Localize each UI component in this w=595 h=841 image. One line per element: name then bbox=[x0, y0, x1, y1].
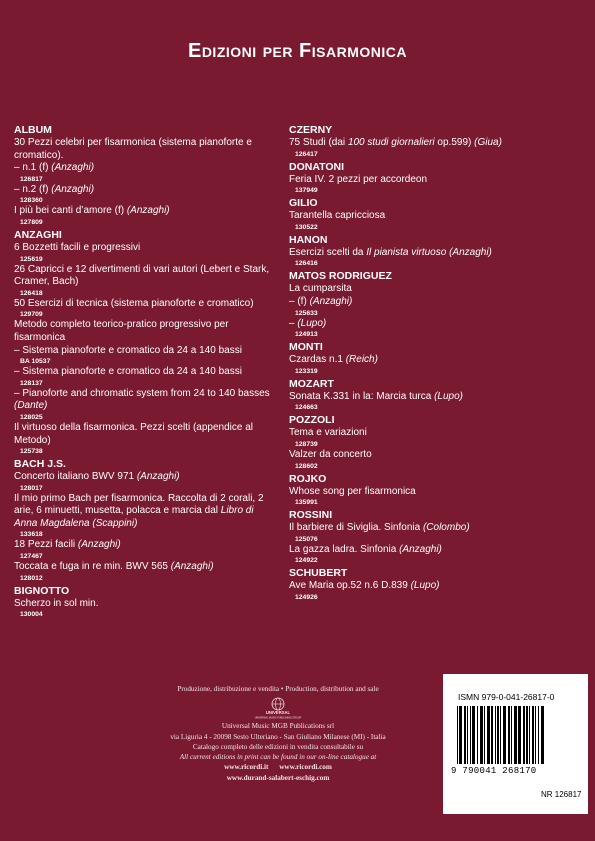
entry-title-italic: (Anzaghi) bbox=[170, 561, 214, 573]
catalogue-entry bbox=[289, 174, 539, 196]
entry-title-text: 6 Bozzetti facili e progressivi bbox=[14, 241, 141, 253]
catalogue-entry bbox=[14, 205, 276, 227]
entry-title bbox=[289, 391, 539, 404]
entry-title-text: Ave Maria op.52 n.6 D.839 bbox=[289, 580, 411, 592]
entry-title-italic: (Giua) bbox=[474, 137, 502, 148]
entry-title-text: I più bei canti d’amore (f) bbox=[14, 205, 127, 217]
barcode-icon bbox=[455, 706, 577, 766]
catalogue-entry bbox=[289, 391, 539, 413]
entry-title bbox=[289, 247, 539, 260]
entry-title-italic: (Anzaghi) bbox=[136, 471, 180, 483]
catalogue-entry bbox=[14, 184, 276, 206]
catalogue-column-right bbox=[289, 122, 539, 602]
entry-title-text: Tarantella capricciosa bbox=[289, 210, 386, 222]
catalogue-entry bbox=[14, 561, 276, 583]
entry-title-text: La gazza ladra. Sinfonia bbox=[289, 543, 400, 555]
entry-title bbox=[14, 598, 276, 611]
catalogue-column-left bbox=[14, 122, 276, 619]
entry-title-italic: (Anzaghi) bbox=[399, 543, 442, 555]
entry-code: 126817 bbox=[20, 175, 43, 183]
entry-title-italic: (Anzaghi) bbox=[51, 183, 95, 195]
entry-title-text: – Pianoforte and chromatic system from 24 to 140 basses bbox=[14, 387, 270, 399]
entry-title bbox=[289, 174, 539, 187]
company-name: Universal Music MGB Publications srl bbox=[221, 722, 335, 731]
entry-code: 128602 bbox=[295, 462, 318, 470]
catalogue-entry bbox=[14, 137, 276, 162]
entry-title bbox=[14, 366, 276, 379]
entry-title-text: – bbox=[289, 317, 298, 329]
composer-section bbox=[289, 414, 539, 470]
entry-code: 123319 bbox=[295, 367, 318, 375]
catalogue-entry bbox=[14, 366, 276, 388]
entry-code: 124926 bbox=[295, 593, 318, 601]
svg-text:UNIVERSAL MUSIC PUBLISHING GRO: UNIVERSAL MUSIC PUBLISHING GROUP bbox=[254, 716, 302, 720]
catalogue-entry bbox=[289, 522, 539, 544]
entry-title bbox=[289, 210, 539, 223]
composer-heading: CZERNY bbox=[289, 124, 333, 136]
composer-section bbox=[289, 473, 539, 508]
entry-title-text: Esercizi scelti da bbox=[289, 246, 367, 258]
entry-title-text: – Sistema pianoforte e cromatico da 24 a 140 bassi bbox=[14, 366, 242, 378]
entry-title-italic: (Lupo) bbox=[434, 390, 463, 402]
website-link-durand[interactable]: www.durand-salabert-eschig.com bbox=[226, 773, 330, 782]
entry-title bbox=[14, 184, 276, 197]
entry-title-italic: (Reich) bbox=[345, 354, 378, 366]
entry-code: 124922 bbox=[295, 557, 318, 565]
entry-code: 125619 bbox=[20, 255, 43, 263]
composer-heading: DONATONI bbox=[289, 160, 345, 173]
catalogue-entry bbox=[289, 296, 539, 318]
entry-title-italic: Libro di Anna Magdalena (Scappini) bbox=[14, 505, 254, 529]
entry-title bbox=[14, 561, 276, 574]
composer-section bbox=[289, 124, 539, 159]
entry-title-text: 50 Esercizi di tecnica (sistema pianoforte e cromatico) bbox=[14, 297, 254, 309]
composer-heading: POZZOLI bbox=[289, 414, 335, 427]
composer-heading: MONTI bbox=[289, 341, 323, 354]
entry-title-text: 30 Pezzi celebri per fisarmonica (sistema pianoforte e cromatico). bbox=[14, 137, 252, 161]
catalogue-entry bbox=[289, 427, 539, 449]
catalogue-entry bbox=[14, 493, 276, 540]
entry-code: 125633 bbox=[295, 309, 318, 317]
entry-title bbox=[14, 471, 276, 484]
entry-title-text: Tema e variazioni bbox=[289, 427, 367, 439]
catalogue-entry bbox=[289, 318, 539, 340]
entry-title-italic: Il pianista virtuoso (Anzaghi) bbox=[366, 246, 492, 258]
entry-title-text: Feria IV. 2 pezzi per accordeon bbox=[289, 173, 428, 185]
entry-title bbox=[14, 264, 276, 289]
entry-title-text: Scherzo in sol min. bbox=[14, 597, 99, 609]
entry-code: 128739 bbox=[295, 440, 318, 448]
entry-title bbox=[14, 242, 276, 255]
website-links[interactable]: www.ricordi.it www.ricordi.com bbox=[224, 763, 332, 772]
composer-section bbox=[289, 378, 539, 413]
entry-code: 124913 bbox=[295, 331, 318, 339]
page-title: Edizioni per Fisarmonica bbox=[187, 40, 407, 62]
entry-code: 125738 bbox=[20, 448, 43, 456]
entry-title-text: – n.2 (f) bbox=[14, 183, 52, 195]
entry-title bbox=[289, 296, 539, 309]
composer-section bbox=[14, 229, 276, 456]
composer-heading: BIGNOTTO bbox=[14, 584, 70, 597]
entry-title-italic: 100 studi giornalieri bbox=[347, 137, 435, 148]
entry-title-italic: (Anzaghi) bbox=[126, 205, 170, 217]
composer-section bbox=[14, 585, 276, 620]
catalogue-entry bbox=[14, 471, 276, 493]
entry-title bbox=[14, 205, 276, 218]
catalogue-entry bbox=[14, 598, 276, 620]
entry-code: 137949 bbox=[295, 187, 318, 195]
entry-title bbox=[14, 319, 276, 344]
entry-title-text: La cumparsita bbox=[289, 283, 352, 295]
catalogue-entry bbox=[14, 264, 276, 298]
entry-title-italic: (Dante) bbox=[14, 400, 48, 412]
catalogue-entry bbox=[14, 422, 276, 456]
ismn-code: ISMN 979-0-041-26817-0 bbox=[458, 692, 555, 702]
entry-title-italic: (Colombo) bbox=[422, 522, 470, 534]
entry-title bbox=[14, 493, 276, 531]
entry-title bbox=[289, 318, 539, 331]
composer-heading: ALBUM bbox=[14, 124, 52, 136]
catalogue-entry bbox=[289, 486, 539, 508]
entry-code: 127809 bbox=[20, 218, 43, 226]
catalogue-entry bbox=[289, 449, 539, 471]
barcode-label bbox=[443, 674, 588, 814]
entry-code: 135991 bbox=[295, 499, 318, 507]
entry-code: 128012 bbox=[20, 574, 43, 582]
entry-title-text: Il barbiere di Siviglia. Sinfonia bbox=[289, 522, 423, 534]
entry-code: 130522 bbox=[295, 223, 318, 231]
universal-globe-logo-icon bbox=[254, 696, 302, 720]
entry-title bbox=[14, 345, 276, 358]
svg-text:UNIVERSAL: UNIVERSAL bbox=[265, 710, 291, 716]
entry-title bbox=[289, 580, 539, 593]
entry-code: 130004 bbox=[20, 611, 43, 619]
entry-title bbox=[289, 486, 539, 499]
composer-heading: ANZAGHI bbox=[14, 228, 62, 241]
catalogue-entry bbox=[289, 137, 539, 159]
catalogue-entry bbox=[289, 580, 539, 602]
composer-heading: HANON bbox=[289, 233, 328, 246]
entry-code: 126416 bbox=[295, 260, 318, 268]
entry-title-text: Whose song per fisarmonica bbox=[289, 485, 416, 497]
entry-title bbox=[14, 298, 276, 311]
entry-title-text: 26 Capricci e 12 divertimenti di vari autori (Lebert e Stark, Cramer, Bach) bbox=[14, 263, 270, 288]
entry-title-text: Valzer da concerto bbox=[289, 448, 372, 460]
entry-code: 129709 bbox=[20, 311, 43, 319]
entry-code: 126418 bbox=[20, 289, 43, 297]
composer-section bbox=[14, 124, 276, 227]
entry-code: 127467 bbox=[20, 553, 43, 561]
entry-title-text: – (f) bbox=[289, 295, 310, 307]
entry-code: 128025 bbox=[20, 413, 43, 421]
entry-code: 126417 bbox=[295, 150, 318, 158]
catalogue-entry bbox=[289, 210, 539, 232]
catalogue-entry bbox=[289, 247, 539, 269]
catalogue-number: NR 126817 bbox=[541, 790, 582, 799]
composer-heading: ROSSINI bbox=[289, 509, 333, 522]
entry-code: BA 10537 bbox=[20, 358, 51, 366]
entry-title-text: Concerto italiano BWV 971 bbox=[14, 471, 137, 483]
composer-section bbox=[289, 270, 539, 339]
catalogue-entry bbox=[14, 162, 276, 184]
entry-title bbox=[289, 137, 539, 150]
composer-heading: ROJKO bbox=[289, 472, 327, 485]
catalogue-entry bbox=[14, 388, 276, 422]
entry-title bbox=[289, 522, 539, 535]
entry-code: 125076 bbox=[295, 535, 318, 543]
entry-title bbox=[289, 283, 539, 296]
catalogue-entry bbox=[14, 539, 276, 561]
entry-title bbox=[14, 422, 276, 447]
entry-title-italic: (Lupo) bbox=[297, 317, 327, 329]
composer-heading: GILIO bbox=[289, 197, 318, 210]
catalogue-entry bbox=[289, 283, 539, 296]
publisher-footer bbox=[118, 684, 438, 783]
composer-section bbox=[289, 197, 539, 232]
entry-title-text: – Sistema pianoforte e cromatico da 24 a 140 bassi bbox=[14, 344, 242, 356]
catalogue-entry bbox=[289, 354, 539, 376]
catalogue-entry bbox=[14, 242, 276, 264]
company-address: via Liguria 4 - 20098 Sesto Ulteriano - San Giuliano Milanese (MI) - Italia bbox=[170, 732, 386, 741]
entry-title-italic: (Anzaghi) bbox=[51, 162, 95, 174]
entry-title-text: Sonata K.331 in la: Marcia turca bbox=[289, 390, 435, 402]
entry-title-italic: (Lupo) bbox=[410, 580, 440, 592]
entry-title-italic: (Anzaghi) bbox=[77, 539, 121, 551]
entry-title-text: 75 Studi (dai bbox=[289, 137, 348, 148]
catalogue-note-en: All current editions in print can be found in our on-line catalogue at bbox=[179, 753, 377, 762]
composer-section bbox=[289, 161, 539, 196]
composer-section bbox=[289, 234, 539, 269]
entry-title-text: Toccata e fuga in re min. BWV 565 bbox=[14, 561, 171, 573]
catalogue-entry bbox=[14, 298, 276, 320]
entry-code: 133618 bbox=[20, 531, 43, 539]
entry-code: 128137 bbox=[20, 379, 43, 387]
composer-section bbox=[289, 341, 539, 376]
entry-title-text: – n.1 (f) bbox=[14, 162, 52, 174]
composer-heading: BACH J.S. bbox=[14, 458, 66, 471]
entry-code: 124663 bbox=[295, 404, 318, 412]
composer-section bbox=[14, 458, 276, 583]
entry-title bbox=[14, 539, 276, 552]
entry-title-text: 18 Pezzi facili bbox=[14, 539, 78, 551]
entry-title bbox=[289, 544, 539, 557]
entry-title bbox=[14, 388, 276, 413]
entry-code: 128017 bbox=[20, 484, 43, 492]
catalogue-entry bbox=[14, 319, 276, 344]
composer-heading: MATOS RODRIGUEZ bbox=[289, 270, 392, 283]
production-line: Produzione, distribuzione e vendita • Production, distribution and sale bbox=[177, 685, 379, 693]
entry-title bbox=[14, 137, 276, 162]
composer-heading: SCHUBERT bbox=[289, 567, 348, 580]
entry-title bbox=[289, 427, 539, 440]
entry-title-text: Il virtuoso della fisarmonica. Pezzi scelti (appendice al Metodo) bbox=[14, 421, 253, 446]
composer-heading: MOZART bbox=[289, 377, 334, 390]
entry-code: 128360 bbox=[20, 197, 43, 205]
entry-title bbox=[289, 449, 539, 462]
composer-section bbox=[289, 567, 539, 602]
entry-title bbox=[14, 162, 276, 175]
entry-title-text: op.599) bbox=[434, 137, 475, 148]
entry-title-text: Czardas n.1 bbox=[289, 354, 346, 366]
entry-title-text: Metodo completo teorico-pratico progressivo per fisarmonica bbox=[14, 319, 229, 343]
barcode-digits: 9 790041 268170 bbox=[451, 766, 537, 776]
entry-title-text: Il mio primo Bach per fisarmonica. Raccolta di 2 corali, 2 arie, 6 minuetti, musetta, polacca e marcia dal bbox=[14, 492, 264, 517]
catalogue-entry bbox=[289, 544, 539, 566]
entry-title-italic: (Anzaghi) bbox=[309, 295, 353, 307]
entry-title bbox=[289, 354, 539, 367]
catalogue-entry bbox=[14, 345, 276, 367]
catalogue-note-it: Catalogo completo delle edizioni in vendita consultabile su bbox=[192, 742, 364, 751]
composer-section bbox=[289, 509, 539, 565]
